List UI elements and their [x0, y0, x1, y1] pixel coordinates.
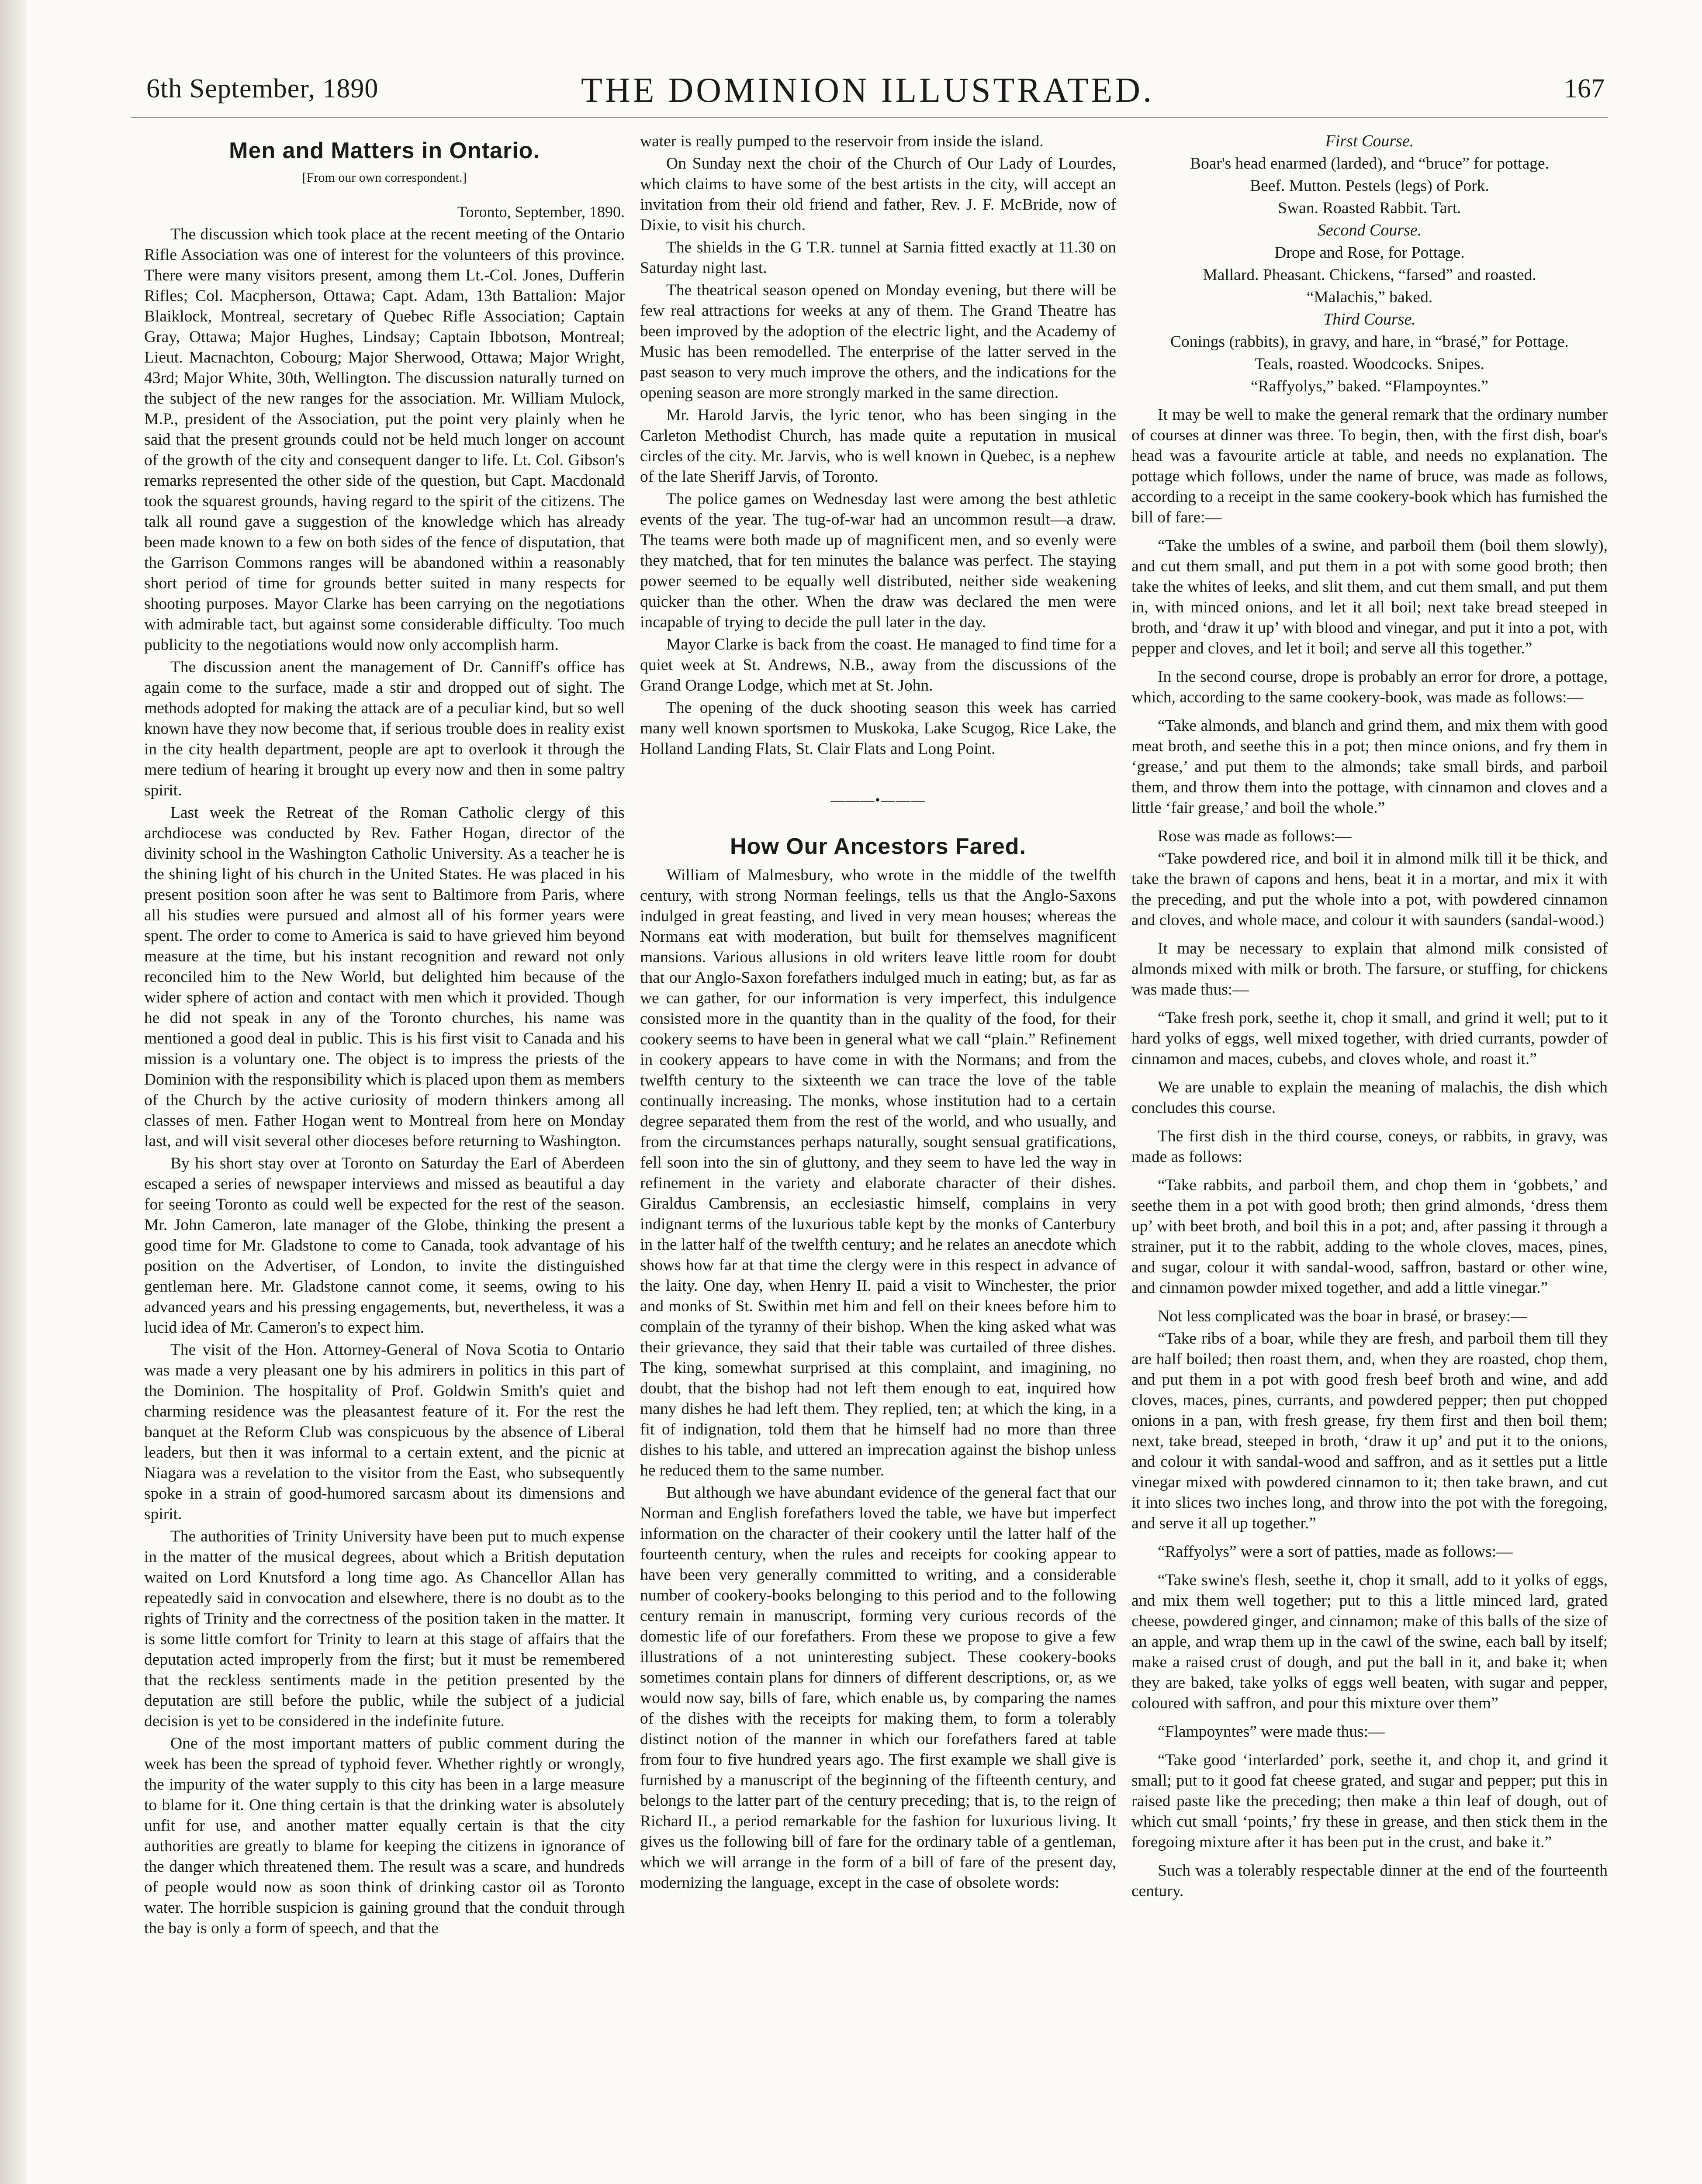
- article-title-ontario: Men and Matters in Ontario.: [229, 138, 540, 163]
- course-heading: Third Course.: [1323, 310, 1416, 328]
- page-edge-scan: [0, 0, 26, 2184]
- paragraph: Rose was made as follows:—: [1158, 827, 1352, 845]
- course-heading: First Course.: [1325, 132, 1414, 150]
- paragraph: Such was a tolerably respectable dinner at the end of the fourteenth century.: [1131, 1862, 1608, 1900]
- recipe-quote: “Take ribs of a boar, while they are fresh, and parboil them till they are half boiled; then roast them, and, when they are roasted, chop them, and put them in a pot with good fresh beef broth and wine, and add cloves, maces, pines, currants, and powdered pepper; then put chopped onions in a pan, with fresh grease, fry them first and then boil them; next, take bread, steeped in broth, ‘draw it up’ and put it to the onions, and colour it with sandal-wood and saffron, and as it settles put a little vinegar mixed with powdered cinnamon to it; then take brawn, and cut it into slices two inches long, and throw into the pot with the foregoing, and serve it all up together.”: [1131, 1330, 1608, 1532]
- course-heading: Second Course.: [1317, 221, 1422, 239]
- paragraph: water is really pumped to the reservoir from inside the island.: [640, 132, 1044, 150]
- menu-line: Mallard. Pheasant. Chickens, “farsed” and roasted.: [1203, 266, 1536, 284]
- paragraph: One of the most important matters of public comment during the week has been the spread of typhoid fever. Whether rightly or wrongly, the impurity of the water supply to this city has been in a large measure to blame for it. One thing certain is that the drinking water is absolutely unfit for use, and another matter equally certain is that the city authorities are greatly to blame for keeping the citizens in ignorance of the danger which threatened them. The result was a scare, and hundreds of people would now as soon think of drinking castor oil as Toronto water. The horrible suspicion is gaining ground that the conduit through the bay is only a form of speech, and that the: [144, 1735, 625, 1937]
- recipe-quote: “Take the umbles of a swine, and parboil them (boil them slowly), and cut them small, and put them in a pot with some good broth; then take the whites of leeks, and slit them, and cut them small, and put them in, with minced onions, and let it all boil; next take bread steeped in broth, and ‘draw it up’ with blood and vinegar, and put it into a pot, with pepper and cloves, and let it boil; and serve all this together.”: [1131, 537, 1608, 657]
- paragraph: “Raffyolys” were a sort of patties, made as follows:—: [1158, 1543, 1513, 1561]
- paragraph: It may be well to make the general remark that the ordinary number of courses at dinner was three. To begin, then, with the first dish, boar's head was a favourite article at table, and needs no explanation. The pottage which follows, under the name of bruce, was made as follows, according to a receipt in the same cookery-book which has furnished the bill of fare:—: [1131, 406, 1608, 526]
- menu-line: “Malachis,” baked.: [1306, 288, 1433, 306]
- paragraph: We are unable to explain the meaning of malachis, the dish which concludes this course.: [1131, 1078, 1608, 1117]
- paragraph: Mayor Clarke is back from the coast. He managed to find time for a quiet week at St. Andrews, N.B., away from the discussions of the Grand Orange Lodge, which met at St. John.: [640, 636, 1116, 695]
- paragraph: The visit of the Hon. Attorney-General of Nova Scotia to Ontario was made a very pleasant one by his admirers in politics in this part of the Dominion. The hospitality of Prof. Goldwin Smith's quiet and charming residence was the pleasantest feature of it. For the rest the banquet at the Reform Club was conspicuous by the absence of Liberal leaders, but then it was informal to a certain extent, and the picnic at Niagara was a revelation to the visitor from the East, who subsequently spoke in a strain of good-humored sarcasm about its dimensions and spirit.: [144, 1341, 625, 1523]
- section-separator-ornament: ———•———: [830, 792, 926, 808]
- paragraph: The opening of the duck shooting season this week has carried many well known sportsmen to Muskoka, Lake Scugog, Rice Lake, the Holland Landing Flats, St. Clair Flats and Long Point.: [640, 699, 1116, 758]
- paragraph: William of Malmesbury, who wrote in the middle of the twelfth century, with strong Norman feelings, tells us that the Anglo-Saxons indulged in great feasting, and lived in very mean houses; whereas the Normans eat with moderation, but built for themselves magnificent mansions. Various allusions in old writers leave little room for doubt that our Anglo-Saxon forefathers indulged much in eating; but, as far as we can gather, for our information is very imperfect, this indulgence consisted more in the quantity than in the quality of the food, for their cookery seems to have been in general what we call “plain.” Refinement in cookery appears to have come in with the Normans; and from the twelfth century to the sixteenth we can trace the love of the table continually increasing. The monks, whose institution had to a certain degree separated them from the rest of the world, and who usually, and from the circumstances perhaps naturally, sought sensual gratifications, fell soon into the sin of gluttony, and they seem to have led the way in refinement in the variety and elaborate character of their dishes. Giraldus Cambrensis, an ecclesiastic himself, complains in very indignant terms of the luxurious table kept by the monks of Canterbury in the latter half of the twelfth century; and he relates an anecdote which shows how far at that time the clergy were in this respect in advance of the laity. One day, when Henry II. paid a visit to Winchester, the prior and monks of St. Swithin met him and fell on their knees before him to complain of the tyranny of their bishop. When the king asked what was their grievance, they said that their table was curtailed of three dishes. The king, somewhat surprised at this complaint, and imagining, no doubt, that the bishop had not left them enough to eat, inquired how many dishes he had left them. They replied, ten; at which the king, in a fit of indignation, told them that he himself had no more than three dishes to his table, and uttered an imprecation against the bishop unless he reduced them to the same number.: [640, 866, 1116, 1479]
- menu-line: Conings (rabbits), in gravy, and hare, in “brasé,” for Pottage.: [1170, 333, 1569, 351]
- recipe-quote: “Take fresh pork, seethe it, chop it small, and grind it well; put to it hard yolks of eggs, well mixed together, with dried currants, powder of cinnamon and maces, cubebs, and cloves whole, and roast it.”: [1131, 1009, 1608, 1068]
- page-number: 167: [1564, 74, 1605, 104]
- paragraph: The theatrical season opened on Monday evening, but there will be few real attractions for weeks at any of them. The Grand Theatre has been improved by the adoption of the electric light, and the Academy of Music has been remodelled. The enterprise of the latter served in the past season to very much improve the others, and the indications for the opening season are more strongly marked in the same direction.: [640, 281, 1116, 402]
- paragraph: The discussion which took place at the recent meeting of the Ontario Rifle Association was one of interest for the volunteers of this province. There were many visitors present, among them Lt.-Col. Jones, Dufferin Rifles; Col. Macpherson, Ottawa; Capt. Adam, 13th Battalion: Major Blaiklock, Montreal, secretary of Quebec Rifle Association; Captain Gray, Ottawa; Major Hughes, Lindsay; Captain Ibbotson, Montreal; Lieut. Macnachton, Cobourg; Major Sherwood, Ottawa; Major Wright, 43rd; Major White, 30th, Wellington. The discussion naturally turned on the subject of the new ranges for the association. Mr. William Mulock, M.P., president of the Association, put the point very plainly when he said that the present grounds could not be held much longer on account of the growth of the city and consequent danger to life. Lt. Col. Gibson's remarks represented the other side of the question, but Capt. Macdonald took the squarest grounds, having regard to the spirit of the citizens. The talk all round gave a suggestion of the knowledge which has already been made known to a few on both sides of the fence of disputation, that the Garrison Commons ranges will be abandoned within a reasonably short period of time for grounds better suited in many respects for shooting purposes. Mayor Clarke has been carrying on the negotiations with admirable tact, but against some considerable difficulty. Too much publicity to the negotiations would now only accomplish harm.: [144, 225, 625, 654]
- recipe-quote: “Take powdered rice, and boil it in almond milk till it be thick, and take the brawn of capons and hens, beat it in a mortar, and mix it with the preceding, and put the whole into a pot, with powdered cinnamon and cloves, and whole mace, and colour it with saunders (sandal-wood.): [1131, 850, 1608, 929]
- issue-date: 6th September, 1890: [146, 74, 379, 104]
- column-2: [640, 131, 1116, 1895]
- paragraph: In the second course, drope is probably an error for drore, a pottage, which, according to the same cookery-book, was made as follows:—: [1131, 668, 1608, 706]
- header-rule: [131, 116, 1608, 117]
- column-1: [144, 131, 625, 1940]
- paragraph: Not less complicated was the boar in brasé, or brasey:—: [1158, 1307, 1527, 1325]
- menu-line: Beef. Mutton. Pestels (legs) of Pork.: [1250, 177, 1489, 195]
- menu-line: Drope and Rose, for Pottage.: [1274, 244, 1465, 262]
- article-dateline: Toronto, September, 1890.: [457, 203, 625, 221]
- paragraph: But although we have abundant evidence of the general fact that our Norman and English forefathers loved the table, we have but imperfect information on the character of their cookery until the latter half of the fourteenth century, when the rules and receipts for cooking appear to have been very generally committed to writing, and a considerable number of cookery-books belonging to this period and to the following century remain in manuscript, forming very curious records of the domestic life of our forefathers. From these we propose to give a few illustrations of a not uninteresting subject. These cookery-books sometimes contain plans for dinners of different descriptions, or, as we would now say, bills of fare, which enable us, by comparing the names of the dishes with the receipts for making them, to form a tolerably distinct notion of the manner in which our forefathers fared at table from four to five hundred years ago. The first example we shall give is furnished by a manuscript of the beginning of the fifteenth century, and belongs to the latter part of the century preceding; that is, to the reign of Richard II., a period remarkable for the fashion for luxurious living. It gives us the following bill of fare for the ordinary table of a gentleman, which we will arrange in the form of a bill of fare of the present day, modernizing the language, except in the case of obsolete words:: [640, 1484, 1116, 1892]
- paragraph: The first dish in the third course, coneys, or rabbits, in gravy, was made as follows:: [1131, 1127, 1608, 1166]
- paragraph: Mr. Harold Jarvis, the lyric tenor, who has been singing in the Carleton Methodist Church, has made quite a reputation in musical circles of the city. Mr. Jarvis, who is well known in Quebec, is a nephew of the late Sheriff Jarvis, of Toronto.: [640, 406, 1116, 486]
- paragraph: Last week the Retreat of the Roman Catholic clergy of this archdiocese was conducted by Rev. Father Hogan, director of the divinity school in the Washington Catholic University. As a teacher he is the shining light of his church in the United States. He was placed in his present position soon after he was sent to Baltimore from Paris, where all his studies were pursued and almost all of his former years were spent. The order to come to America is said to have grieved him beyond measure at the time, but his instant recognition and reward not only reconciled him to the New World, but delighted him because of the wider sphere of action and contact with men which it provided. Though he did not speak in any of the Toronto churches, his name was mentioned a good deal in public. This is his first visit to Canada and his mission is a voluntary one. The object is to impress the priests of the Dominion with the responsibility which is placed upon them as members of the Church by the active curiosity of modern thinkers among all classes of men. Father Hogan went to Montreal from here on Monday last, and will visit several other dioceses before returning to Washington.: [144, 804, 625, 1150]
- paragraph: On Sunday next the choir of the Church of Our Lady of Lourdes, which claims to have some of the best artists in the city, will accept an invitation from their old friend and father, Rev. J. F. McBride, now of Dixie, to visit his church.: [640, 155, 1116, 234]
- article-title-ancestors: How Our Ancestors Fared.: [730, 834, 1026, 859]
- menu-line: Boar's head enarmed (larded), and “bruce” for pottage.: [1190, 155, 1549, 173]
- column-3: [1131, 131, 1608, 1903]
- paragraph: “Flampoyntes” were made thus:—: [1158, 1723, 1385, 1741]
- recipe-quote: “Take good ‘interlarded’ pork, seethe it, and chop it, and grind it small; put to it good fat cheese grated, and sugar and pepper; put this in raised paste like the preceding; then make a thin leaf of dough, out of which cut small ‘points,’ fry these in grease, and then stick them in the foregoing mixture after it has been put in the crust, and bake it.”: [1131, 1751, 1608, 1851]
- paragraph: By his short stay over at Toronto on Saturday the Earl of Aberdeen escaped a series of newspaper interviews and missed as beautiful a day for seeing Toronto as could well be expected for the rest of the season. Mr. John Cameron, late manager of the Globe, thinking the present a good time for Mr. Gladstone to come to Canada, took advantage of his position on the Advertiser, of London, to invite the distinguished gentleman here. Mr. Gladstone cannot come, it seems, owing to his advanced years and his pressing engagements, but, nevertheless, it was a lucid idea of Mr. Cameron's to expect him.: [144, 1154, 625, 1337]
- menu-line: Teals, roasted. Woodcocks. Snipes.: [1255, 355, 1484, 373]
- masthead-title: THE DOMINION ILLUSTRATED.: [581, 71, 1155, 110]
- paragraph: The discussion anent the management of Dr. Canniff's office has again come to the surface, made a stir and dropped out of sight. The methods adopted for making the attack are of a peculiar kind, but so well known have they now become that, if serious trouble does in reality exist in the city health department, people are apt to overlook it through the mere tedium of hearing it brought up every now and then in some paltry spirit.: [144, 658, 625, 799]
- recipe-quote: “Take swine's flesh, seethe it, chop it small, add to it yolks of eggs, and mix them well together; put to this a little minced lard, grated cheese, powdered ginger, and cinnamon; make of this balls of the size of an apple, and wrap them up in the cawl of the swine, each ball by itself; make a raised crust of dough, and put the ball in it, and bake it; when they are baked, take yolks of eggs well beaten, with sugar and pepper, coloured with saffron, and pour this mixture over them”: [1131, 1571, 1608, 1712]
- paragraph: The authorities of Trinity University have been put to much expense in the matter of the musical degrees, about which a British deputation waited on Lord Knutsford a long time ago. As Chancellor Allan has repeatedly said in convocation and elsewhere, there is no doubt as to the rights of Trinity and the correctness of the position taken in the matter. It is some little comfort for Trinity to learn at this stage of affairs that the deputation acted improperly from the first; but it must be remembered that the reckless sentiments made in the petition presented by the deputation are still before the public, while the subject of a judicial decision is yet to be considered in the indefinite future.: [144, 1527, 625, 1730]
- article-byline: [From our own correspondent.]: [302, 170, 467, 185]
- menu-line: “Raffyolys,” baked. “Flampoyntes.”: [1251, 377, 1488, 395]
- menu-line: Swan. Roasted Rabbit. Tart.: [1278, 199, 1461, 217]
- paragraph: It may be necessary to explain that almond milk consisted of almonds mixed with milk or broth. The farsure, or stuffing, for chickens was made thus:—: [1131, 940, 1608, 999]
- paragraph: The police games on Wednesday last were among the best athletic events of the year. The tug-of-war had an uncommon result—a draw. The teams were both made up of magnificent men, and so evenly were they matched, that for ten minutes the balance was perfect. The staying power seemed to be equally well distributed, neither side weakening quicker than the other. When the draw was declared the men were incapable of trying to decide the pull later in the day.: [640, 490, 1116, 631]
- paragraph: The shields in the G T.R. tunnel at Sarnia fitted exactly at 11.30 on Saturday night last.: [640, 238, 1116, 277]
- recipe-quote: “Take almonds, and blanch and grind them, and mix them with good meat broth, and seethe this in a pot; then mince onions, and fry them in ‘grease,’ and put them to the almonds; take small birds, and parboil them, and throw them into the pottage, with cinnamon and cloves and a little ‘fair grease,’ and boil the whole.”: [1131, 717, 1608, 817]
- recipe-quote: “Take rabbits, and parboil them, and chop them in ‘gobbets,’ and seethe them in a pot with good broth; then grind almonds, ‘dress them up’ with beet broth, and boil this in a pot; and, after passing it through a strainer, put it to the rabbit, adding to the whole cloves, maces, pines, and sugar, colour it with sandal-wood, saffron, bastard or other wine, and cinnamon powder mixed together, and add a little vinegar.”: [1131, 1176, 1608, 1297]
